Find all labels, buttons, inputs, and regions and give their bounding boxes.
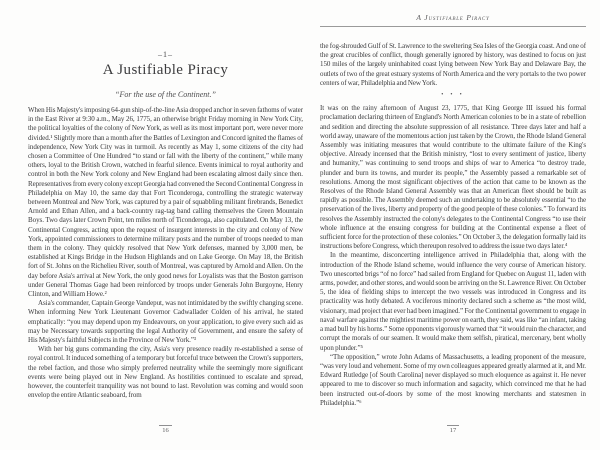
chapter-title: A Justifiable Piracy: [102, 62, 229, 78]
page-number: 16: [159, 425, 172, 434]
right-folio: [320, 419, 586, 437]
chapter-epigraph: “For the use of the Continent.”: [115, 90, 216, 99]
header-rule: [320, 26, 586, 27]
left-page-body: [28, 106, 303, 412]
body-paragraph: the fog-shrouded Gulf of St. Lawrence to the sweltering Sea Isles of the Georgia coast. And one of the great crucibles of conflict, though generally ignored by history, was destined to focus on just 150 miles of the largely uninhabited coast lying between New York Bay and Delaware Bay, the outlets of two of the great estuary systems of North America and the very portals to the two power centers of war, Philadelphia and New York.: [320, 42, 586, 87]
right-page-body: [320, 42, 586, 416]
page-right: [320, 0, 586, 450]
page-left: [28, 0, 303, 450]
body-paragraph: It was on the rainy afternoon of August 23, 1775, that King George III issued his formal proclamation declaring thirteen of England's North American colonies to be in a state of rebellion and sedition and directing the absolute suppression of all resistance. Three days later and half a world away, unaware of the momentous action just taken by the Crown, the Rhode Island General Assembly was initiating measures that would contribute to the ultimate failure of the King's objective. Already incensed that the British ministry, “lost to every sentiment of justice, liberty and humanity,” was continuing to send troops and ships of war to America “to destroy trade, plunder and burn its towns, and murder its people,” the Assembly passed a remarkable set of resolutions. Among the most significant objectives of the action that came to be known as the Resolves of the Rhode Island General Assembly was that an American fleet should be built as rapidly as possible. The Assembly deemed such an undertaking to be absolutely essential “to the preservation of the lives, liberty and property of the good people of these colonies.” To forward its resolves the Assembly instructed the colony's delegates to the Continental Congress “to use their whole influence at the ensuing congress for building at the Continental expense a fleet of sufficient force for the protection of these colonies.” On October 3, the delegation formally laid its instructions before Congress, which thereupon resolved to address the issue two days later.⁴: [320, 104, 586, 251]
left-folio: [28, 419, 303, 437]
running-header: A Justifiable Piracy: [416, 13, 490, 22]
body-paragraph: Asia's commander, Captain George Vandeput, was not intimidated by the swiftly changing scene. When informing New York Lieutenant Governor Cadwallader Colden of his arrival, he stated emphatically: “you may depend upon my Endeavours, on your application, to give every such aid as may be Necessary towards supporting the legal Authority of Government, and ensure the safety of His Majesty's faithful Subjects in the Province of New York.”³: [28, 299, 303, 345]
body-paragraph: “The opposition,” wrote John Adams of Massachusetts, a leading proponent of the measure, “was very loud and vehement. Some of my own colleagues appeared greatly alarmed at it, and Mr. Edward Rutledge [of South Carolina] never displayed so much eloquence as against it. He never appeared to me to discover so much information and sagacity, which convinced me that he had been instructed out-of-doors by some of the most knowing merchants and statesmen in Philadelphia.”⁶: [320, 352, 586, 407]
body-paragraph: In the meantime, disconcerting intelligence arrived in Philadelphia that, along with the introduction of the Rhode Island scheme, would influence the very course of American history. Two unescorted brigs “of no force” had sailed from England for Quebec on August 11, laden with arms, powder, and other stores, and would soon be arriving on the St. Lawrence River. On October 5, the idea of fielding ships to intercept the two vessels was introduced in Congress and its practicality was hotly debated. A vociferous minority declared such a scheme as “the most wild, visionary, mad project that ever had been imagined.” For the Continental government to engage in naval warfare against the mightiest maritime power on earth, they said, was like “an infant, taking a mad bull by his horns.” Some opponents vigorously warned that “it would ruin the character, and corrupt the morals of our seamen. It would make them selfish, piratical, mercenary, bent wholly upon plunder.”⁵: [320, 251, 586, 352]
body-paragraph: When His Majesty's imposing 64-gun ship-of-the-line Asia dropped anchor in seven fathoms of water in the East River at 9:30 a.m., May 26, 1775, an otherwise bright Friday morning in New York City, the political loyalties of the colony of New York, as well as its most important port, were never more divided.¹ Slightly more than a month after the Battles of Lexington and Concord ignited the flames of independence, New York City was in turmoil. As recently as May 1, some citizens of the city had chosen a Committee of One Hundred “to stand or fall with the liberty of the continent,” while many others, loyal to the British Crown, watched in fearful silence. Events inimical to royal authority and control in both the New York colony and New England had been escalating almost daily since then. Representatives from every colony except Georgia had convened the Second Continental Congress in Philadelphia on May 10, the same day that Fort Ticonderoga, controlling the strategic waterway between Montreal and New York, was captured by a pair of squabbling militant firebrands, Benedict Arnold and Ethan Allen, and a back-country rag-tag band calling themselves the Green Mountain Boys. Two days later Crown Point, ten miles north of Ticonderoga, also capitulated. On May 13, the Continental Congress, acting upon the request of insurgent interests in the city and colony of New York, appointed commissioners to determine military posts and the number of troops needed to man them in the colony. They quickly resolved that New York defenses, manned by 3,000 men, be established at Kings Bridge in the Hudson Highlands and on Lake George. On May 18, the British fort of St. Johns on the Richelieu River, south of Montreal, was captured by Arnold and Allen. On the day before Asia's arrival at New York, the only good news for Loyalists was that the Boston garrison under General Thomas Gage had been reinforced by troops under Generals John Burgoyne, Henry Clinton, and William Howe.²: [28, 106, 303, 299]
body-paragraph: With her big guns commanding the city, Asia's very presence readily re-established a sense of royal control. It induced something of a temporary but forceful truce between the Crown's supporters, the rebel faction, and those who simply preferred neutrality while the seemingly more significant events were being played out in New England. As hostilities continued to escalate and spread, however, the counterfeit tranquility was not bound to last. Revolution was coming and would soon envelop the entire Atlantic seaboard, from: [28, 345, 303, 400]
section-break-ornament: • • •: [441, 92, 465, 99]
chapter-number: –1–: [158, 50, 173, 59]
page-number: 17: [447, 425, 460, 434]
